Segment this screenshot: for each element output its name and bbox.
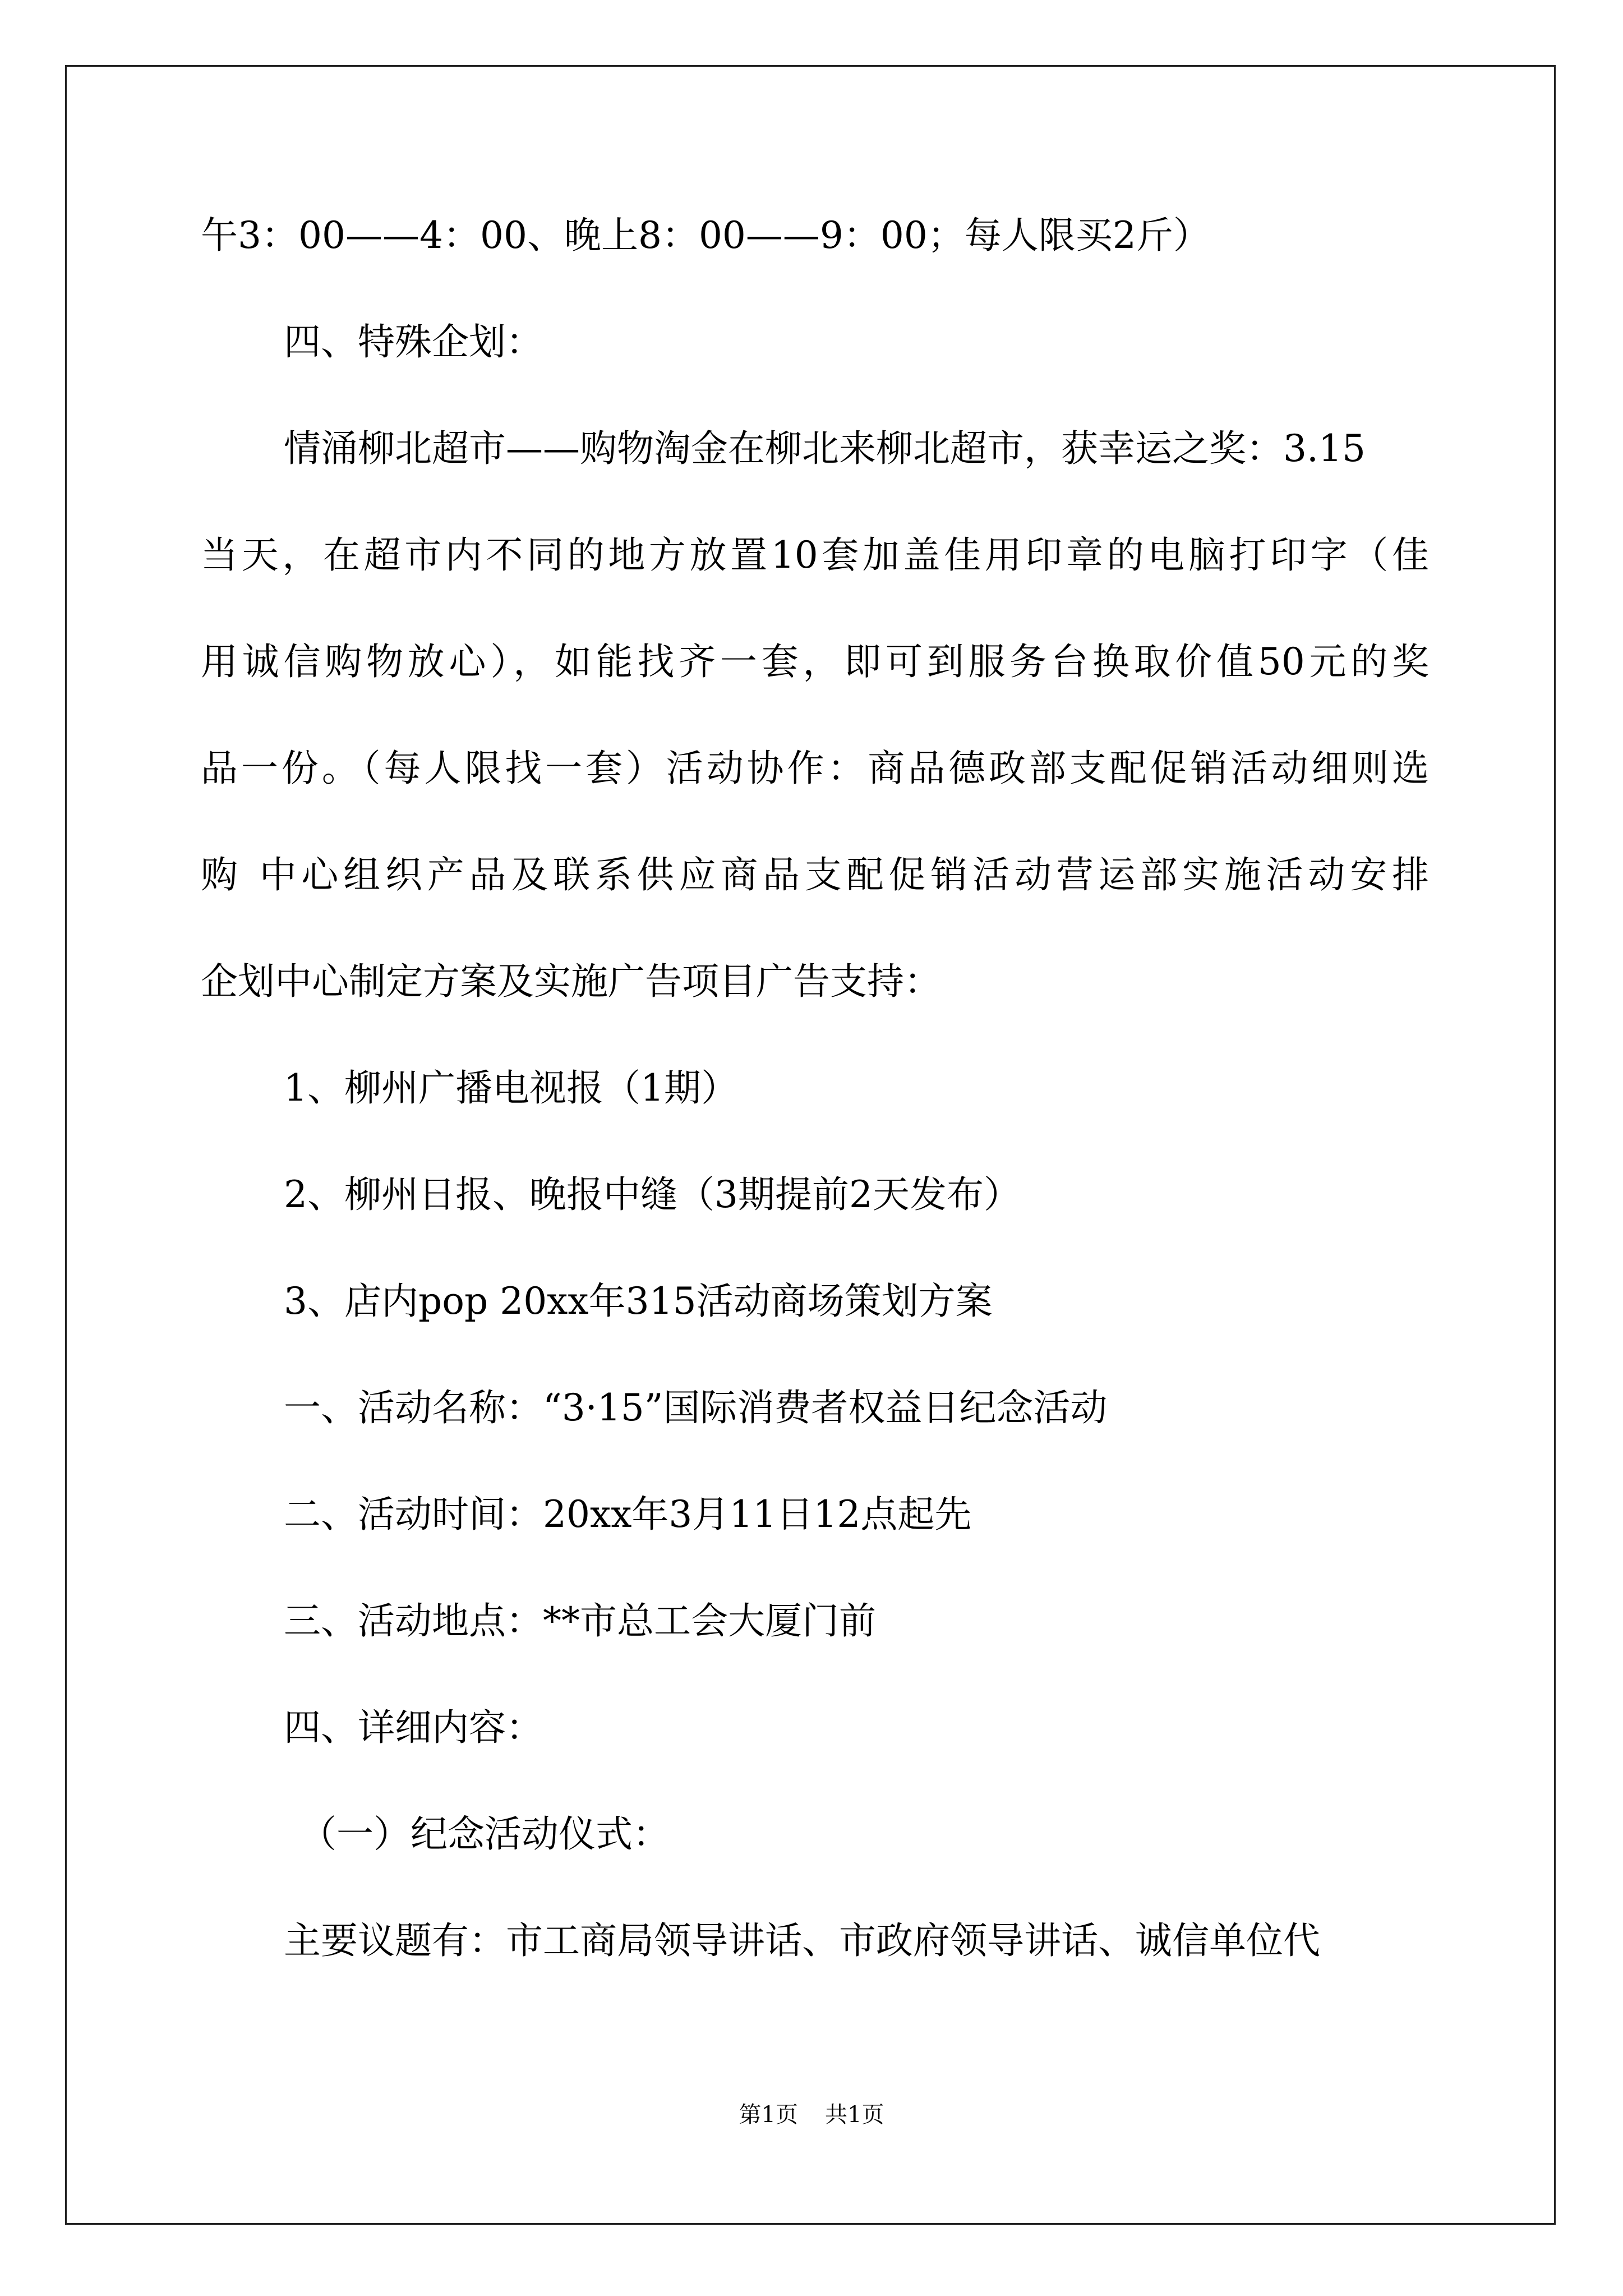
section-heading: 四、特殊企划： (284, 320, 543, 364)
text-line: 午3：00——4：00、晚上8：00——9：00；每人限买2斤） (201, 214, 1210, 257)
page-footer (0, 2098, 1623, 2132)
text-line: 情涌柳北超市——购物淘金在柳北来柳北超市，获幸运之奖：3.15 (284, 427, 1366, 470)
section-heading: 一、活动名称：“3·15”国际消费者权益日纪念活动 (284, 1386, 1108, 1429)
text-line: 品一份。（每人限找一套）活动协作：商品德政部支配促销活动细则选 (201, 747, 1429, 790)
section-heading: 四、详细内容： (284, 1706, 543, 1749)
text-line: 企划中心制定方案及实施广告项目广告支持： (201, 960, 941, 1003)
list-item: 2、柳州日报、晚报中缝（3期提前2天发布） (284, 1173, 1021, 1216)
text-line: 购 中心组织产品及联系供应商品支配促销活动营运部实施活动安排 (201, 853, 1429, 896)
subsection-heading: （一）纪念活动仪式： (299, 1812, 670, 1856)
text-line: 主要议题有：市工商局领导讲话、市政府领导讲话、诚信单位代 (284, 1919, 1320, 1962)
list-item: 3、店内pop 20xx年315活动商场策划方案 (284, 1280, 993, 1323)
text-line: 当天，在超市内不同的地方放置10套加盖佳用印章的电脑打印字（佳 (201, 533, 1429, 577)
list-item: 1、柳州广播电视报（1期） (284, 1066, 738, 1110)
page-number-current: 第1页 (739, 2102, 798, 2128)
text-line: 用诚信购物放心），如能找齐一套，即可到服务台换取价值50元的奖 (201, 640, 1429, 683)
page-frame (65, 65, 1556, 2225)
section-heading: 二、活动时间：20xx年3月11日12点起先 (284, 1493, 972, 1536)
page-number-total: 共1页 (825, 2102, 884, 2128)
section-heading: 三、活动地点：**市总工会大厦门前 (284, 1599, 876, 1642)
